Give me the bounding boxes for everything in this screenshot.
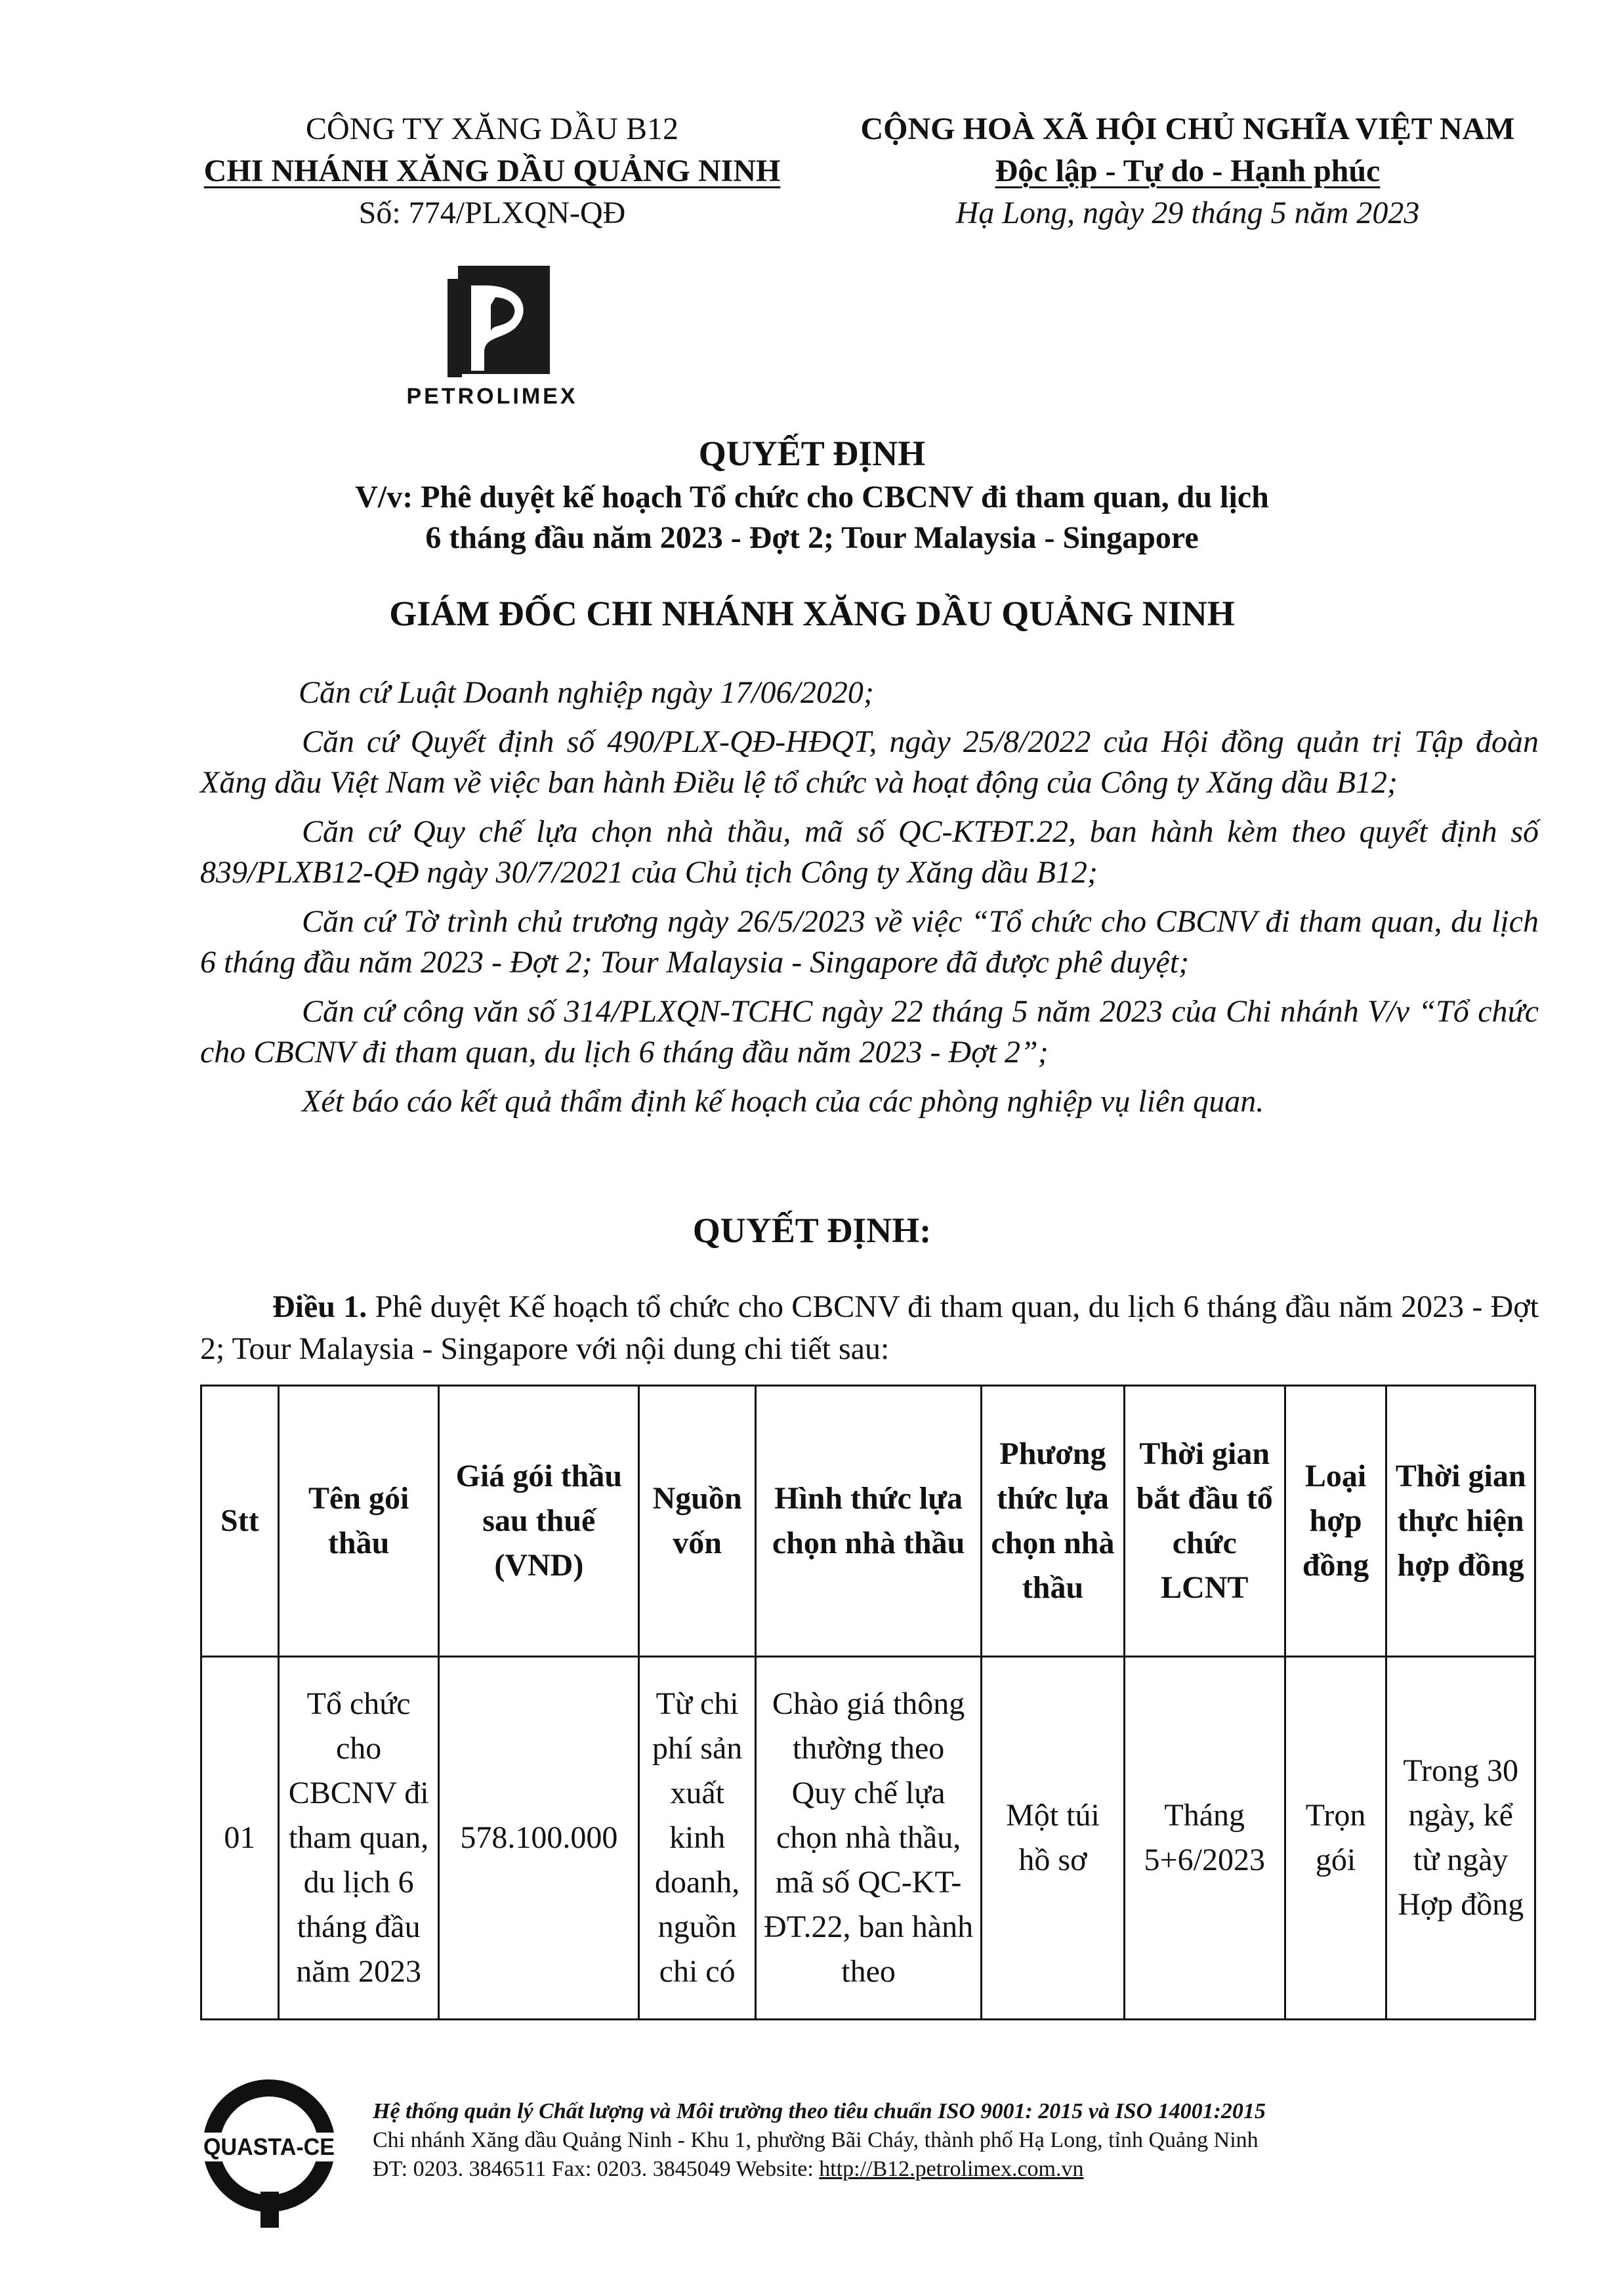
- bidding-plan-table: [200, 1385, 1536, 2020]
- basis-item: Căn cứ Quyết định số 490/PLX-QĐ-HĐQT, ngày 25/8/2022 của Hội đồng quản trị Tập đoàn Xăng dầu Việt Nam về việc ban hành Điều lệ tổ chức và hoạt động của Công ty Xăng dầu B12;: [200, 724, 1539, 800]
- basis-item: Căn cứ Quy chế lựa chọn nhà thầu, mã số QC-KTĐT.22, ban hành kèm theo quyết định số 839/PLXB12-QĐ ngày 30/7/2021 của Chủ tịch Công ty Xăng dầu B12;: [200, 814, 1539, 890]
- col-header-package-name: Tên gói thầu: [278, 1386, 439, 1657]
- document-number: Số: 774/PLXQN-QĐ: [358, 196, 626, 230]
- cell-start-time: Tháng 5+6/2023: [1124, 1657, 1285, 2020]
- cell-funding: Từ chi phí sản xuất kinh doanh, nguồn chi có: [639, 1657, 756, 2020]
- basis-item: Căn cứ công văn số 314/PLXQN-TCHC ngày 22 tháng 5 năm 2023 của Chi nhánh V/v “Tổ chức cho CBCNV đi tham quan, du lịch 6 tháng đầu năm 2023 - Đợt 2”;: [200, 994, 1539, 1070]
- col-header-selection-form: Hình thức lựa chọn nhà thầu: [756, 1386, 982, 1657]
- table-row: [201, 1657, 1535, 2020]
- cell-contract-type: Trọn gói: [1285, 1657, 1386, 2020]
- director-title: GIÁM ĐỐC CHI NHÁNH XĂNG DẦU QUẢNG NINH: [389, 594, 1235, 633]
- cell-stt: 01: [201, 1657, 279, 2020]
- decision-heading: QUYẾT ĐỊNH:: [692, 1211, 932, 1250]
- article-1-text: Phê duyệt Kế hoạch tổ chức cho CBCNV đi tham quan, du lịch 6 tháng đầu năm 2023 - Đợt 2; Tour Malaysia - Singapore với nội dung chi tiết sau:: [200, 1289, 1539, 1366]
- decision-title: [197, 430, 1427, 558]
- country-name: CỘNG HOÀ XÃ HỘI CHỦ NGHĨA VIỆT NAM: [860, 112, 1515, 146]
- national-header: [827, 108, 1549, 234]
- basis-item: Xét báo cáo kết quả thẩm định kế hoạch của các phòng nghiệp vụ liên quan.: [302, 1084, 1264, 1119]
- title-main: QUYẾT ĐỊNH: [698, 434, 926, 473]
- cell-selection-form: Chào giá thông thường theo Quy chế lựa chọn nhà thầu, mã số QC-KT-ĐT.22, ban hành theo: [756, 1657, 982, 2020]
- cell-selection-method: Một túi hồ sơ: [982, 1657, 1125, 2020]
- title-subject-line2: 6 tháng đầu năm 2023 - Đợt 2; Tour Malaysia - Singapore: [425, 520, 1199, 555]
- col-header-start-time: Thời gian bắt đầu tổ chức LCNT: [1124, 1386, 1285, 1657]
- national-motto: Độc lập - Tự do - Hạnh phúc: [995, 154, 1381, 188]
- col-header-price: Giá gói thầu sau thuế (VND): [439, 1386, 639, 1657]
- website-link[interactable]: http://B12.petrolimex.com.vn: [819, 2157, 1084, 2181]
- branch-name: CHI NHÁNH XĂNG DẦU QUẢNG NINH: [203, 154, 781, 188]
- article-1: [200, 1286, 1539, 1370]
- footer-iso-line: Hệ thống quản lý Chất lượng và Môi trường theo tiêu chuẩn ISO 9001: 2015 và ISO 14001:2015: [373, 2099, 1266, 2123]
- col-header-duration: Thời gian thực hiện hợp đồng: [1386, 1386, 1535, 1657]
- petrolimex-logo-text: PETROLIMEX: [406, 384, 578, 409]
- article-1-label: Điều 1.: [272, 1289, 367, 1324]
- col-header-stt: Stt: [201, 1386, 279, 1657]
- cell-package-name: Tổ chức cho CBCNV đi tham quan, du lịch 6 tháng đầu năm 2023: [278, 1657, 439, 2020]
- quasta-ce-logo-text: QUASTA-CE: [203, 2133, 335, 2160]
- col-header-selection-method: Phương thức lựa chọn nhà thầu: [982, 1386, 1125, 1657]
- col-header-contract-type: Loại hợp đồng: [1285, 1386, 1386, 1657]
- company-name: CÔNG TY XĂNG DẦU B12: [305, 112, 678, 146]
- table-header-row: [201, 1386, 1535, 1657]
- cell-duration: Trong 30 ngày, kể từ ngày Hợp đồng: [1386, 1657, 1535, 2020]
- footer-address: Chi nhánh Xăng dầu Quảng Ninh - Khu 1, phường Bãi Cháy, thành phố Hạ Long, tỉnh Quảng Ninh: [373, 2128, 1259, 2152]
- basis-item: Căn cứ Luật Doanh nghiệp ngày 17/06/2020;: [299, 675, 874, 710]
- place-date: Hạ Long, ngày 29 tháng 5 năm 2023: [955, 196, 1420, 230]
- footer: [373, 2097, 1554, 2184]
- quasta-ce-logo-icon: [200, 2074, 338, 2231]
- issuer-block: [177, 108, 807, 234]
- legal-basis: [200, 673, 1539, 1131]
- cell-price: 578.100.000: [439, 1657, 639, 2020]
- footer-contact: ĐT: 0203. 3846511 Fax: 0203. 3845049 Website: http://B12.petrolimex.com.vn: [373, 2157, 1084, 2181]
- basis-item: Căn cứ Tờ trình chủ trương ngày 26/5/2023 về việc “Tổ chức cho CBCNV đi tham quan, du lịch 6 tháng đầu năm 2023 - Đợt 2; Tour Malaysia - Singapore đã được phê duyệt;: [200, 904, 1539, 980]
- title-subject-line1: V/v: Phê duyệt kế hoạch Tổ chức cho CBCNV đi tham quan, du lịch: [355, 480, 1269, 514]
- col-header-funding: Nguồn vốn: [639, 1386, 756, 1657]
